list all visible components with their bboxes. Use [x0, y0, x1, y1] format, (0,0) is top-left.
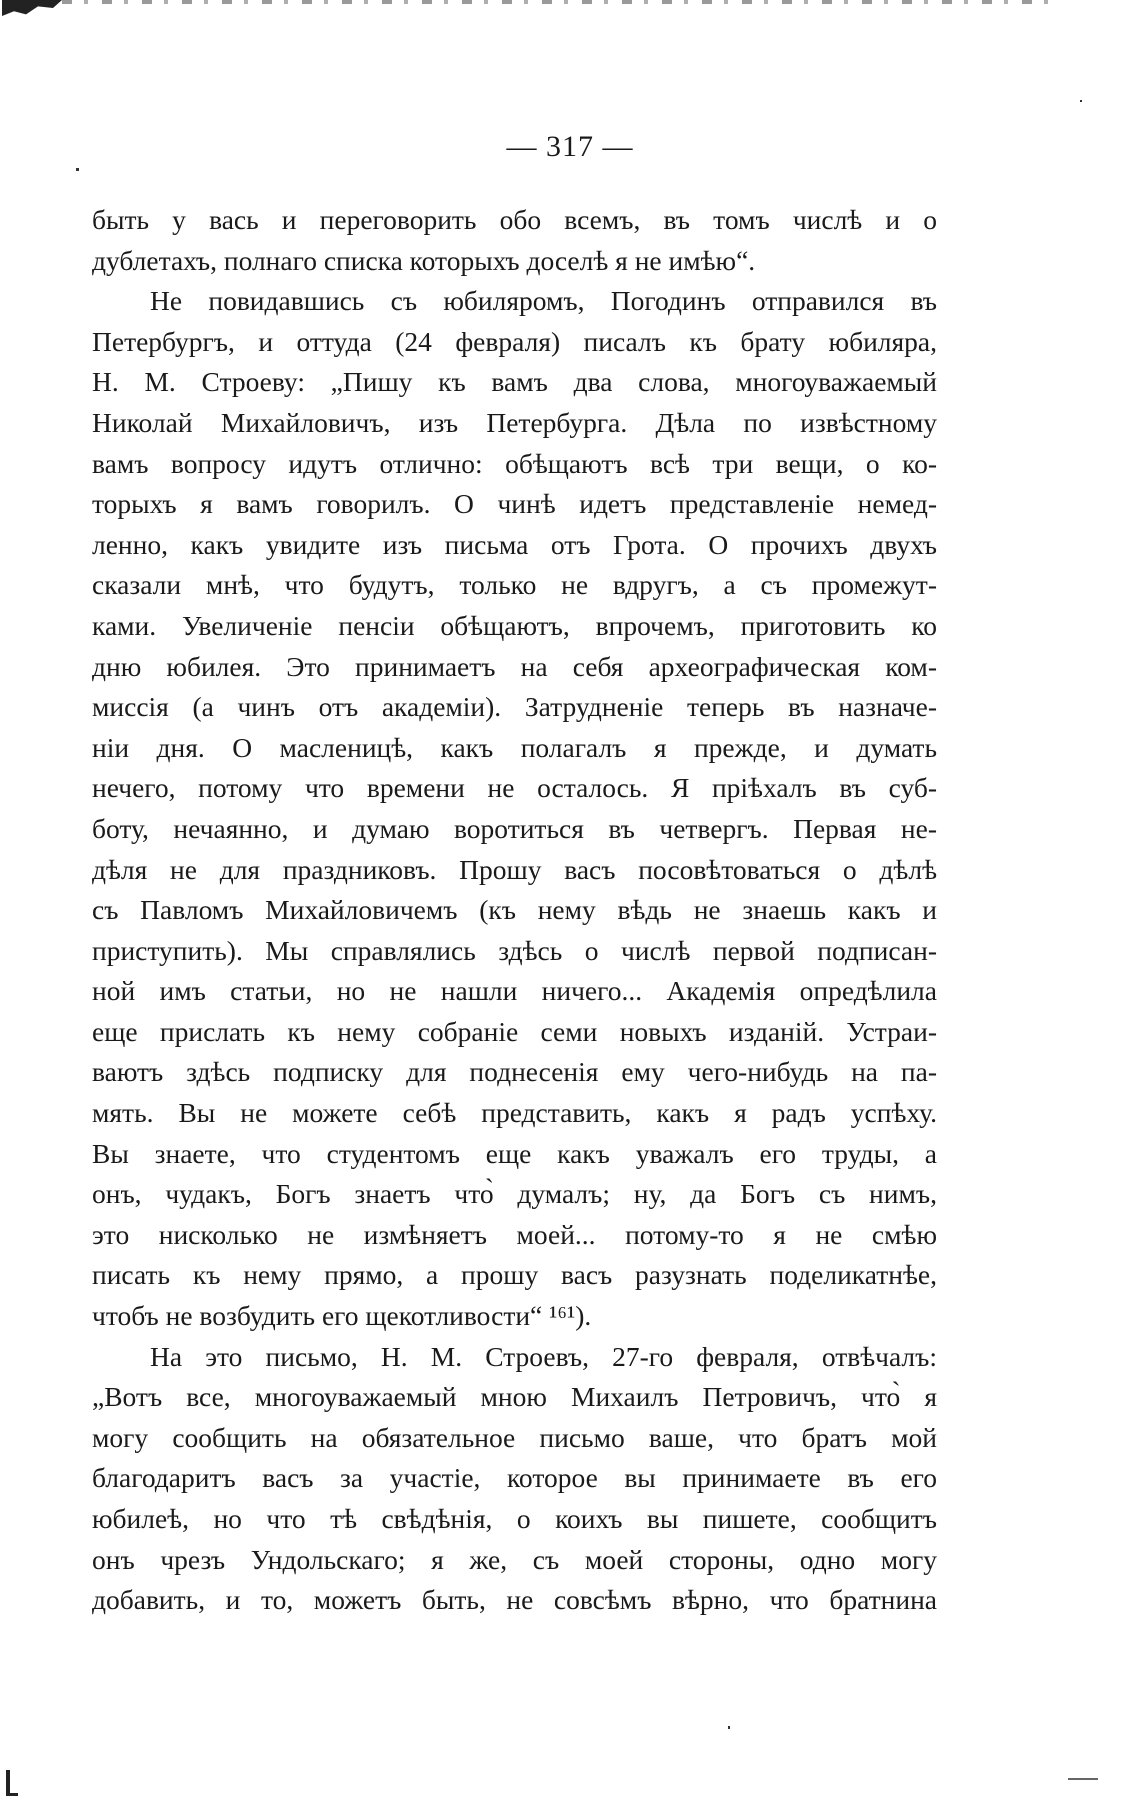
text-line: Н. М. Строеву: „Пишу къ вамъ два слова, многоуважаемый [92, 366, 937, 398]
text-line: писать къ нему прямо, а прошу васъ разузнать поделикатнѣе, [92, 1259, 937, 1291]
text-line: мять. Вы не можете себѣ представить, какъ я радъ успѣху. [92, 1097, 937, 1129]
text-line: добавить, и то, можетъ быть, не совсѣмъ вѣрно, что братнина [92, 1584, 937, 1616]
text-line: миссія (а чинъ отъ академіи). Затрудненіе теперь въ назначе- [92, 691, 937, 723]
text-line: ками. Увеличеніе пенсіи обѣщаютъ, впрочемъ, приготовить ко [92, 609, 937, 641]
text-line: дню юбилея. Это принимаетъ на себя археографическая ком- [92, 650, 937, 682]
stray-dot [76, 168, 79, 171]
text-line: чтобъ не возбудить его щекотливости“ ¹⁶¹). [92, 1300, 592, 1332]
text-line: еще прислать къ нему собраніе семи новыхъ изданій. Устраи- [92, 1015, 937, 1047]
text-line: вамъ вопросу идутъ отлично: обѣщаютъ всѣ три вещи, о ко- [92, 447, 937, 479]
ink-blot [2, 0, 62, 16]
text-line: дѣля не для праздниковъ. Прошу васъ посовѣтоваться о дѣлѣ [92, 853, 937, 885]
stray-dot [1080, 100, 1082, 102]
text-line: ленно, какъ увидите изъ письма отъ Грота. О прочихъ двухъ [92, 528, 937, 560]
text-line: ніи дня. О масленицѣ, какъ полагалъ я прежде, и думать [92, 731, 937, 763]
text-line: торыхъ я вамъ говорилъ. О чинѣ идетъ представленіе немед- [92, 488, 937, 520]
text-line: это нисколько не измѣняетъ моей... потому-то я не смѣю [92, 1218, 937, 1250]
corner-mark [6, 1770, 10, 1796]
body-text [92, 200, 937, 1621]
text-line: Не повидавшись съ юбиляромъ, Погодинъ отправился въ [150, 285, 937, 317]
text-line: Николай Михайловичъ, изъ Петербурга. Дѣла по извѣстному [92, 406, 937, 438]
text-line: онъ чрезъ Ундольскаго; я же, съ моей стороны, одно могу [92, 1543, 937, 1575]
text-line: дублетахъ, полнаго списка которыхъ доселѣ я не имѣю“. [92, 244, 756, 276]
text-line: Петербургъ, и оттуда (24 февраля) писалъ къ брату юбиляра, [92, 325, 937, 357]
text-line: благодаритъ васъ за участіе, которое вы принимаете въ его [92, 1462, 937, 1494]
text-line: нечего, потому что времени не осталось. Я пріѣхалъ въ суб- [92, 772, 937, 804]
scan-top-edge [0, 0, 1140, 16]
text-line: ваютъ здѣсь подписку для поднесенія ему чего-нибудь на па- [92, 1056, 937, 1088]
text-line: Вы знаете, что студентомъ еще какъ уважалъ его труды, а [92, 1137, 937, 1169]
text-line: быть у вась и переговорить обо всемъ, въ томъ числѣ и о [92, 204, 937, 235]
cut-off-line-remnant [62, 0, 1062, 4]
text-line: сказали мнѣ, что будутъ, только не вдругъ, а съ промежут- [92, 569, 937, 601]
text-line: онъ, чудакъ, Богъ знаетъ что̀ думалъ; ну, да Богъ съ нимъ, [92, 1178, 937, 1210]
text-line: На это письмо, Н. М. Строевъ, 27-го февраля, отвѣчалъ: [150, 1340, 937, 1372]
text-line: боту, нечаянно, и думаю воротиться въ четвергъ. Первая не- [92, 812, 937, 844]
text-line: съ Павломъ Михайловичемъ (къ нему вѣдь не знаешь какъ и [92, 894, 937, 926]
page-number: — 317 — [506, 130, 634, 163]
text-line: „Вотъ все, многоуважаемый мною Михаилъ Петровичъ, что̀ я [92, 1381, 937, 1413]
text-line: приступить). Мы справлялись здѣсь о числѣ первой подписан- [92, 934, 937, 966]
stray-dot [728, 1726, 730, 1729]
text-line: ной имъ статьи, но не нашли ничего... Академія опредѣлила [92, 975, 937, 1007]
text-line: могу сообщить на обязательное письмо ваше, что братъ мой [92, 1421, 937, 1453]
text-line: юбилеѣ, но что тѣ свѣдѣнія, о коихъ вы пишете, сообщитъ [92, 1503, 937, 1534]
bottom-dash [1068, 1778, 1098, 1780]
